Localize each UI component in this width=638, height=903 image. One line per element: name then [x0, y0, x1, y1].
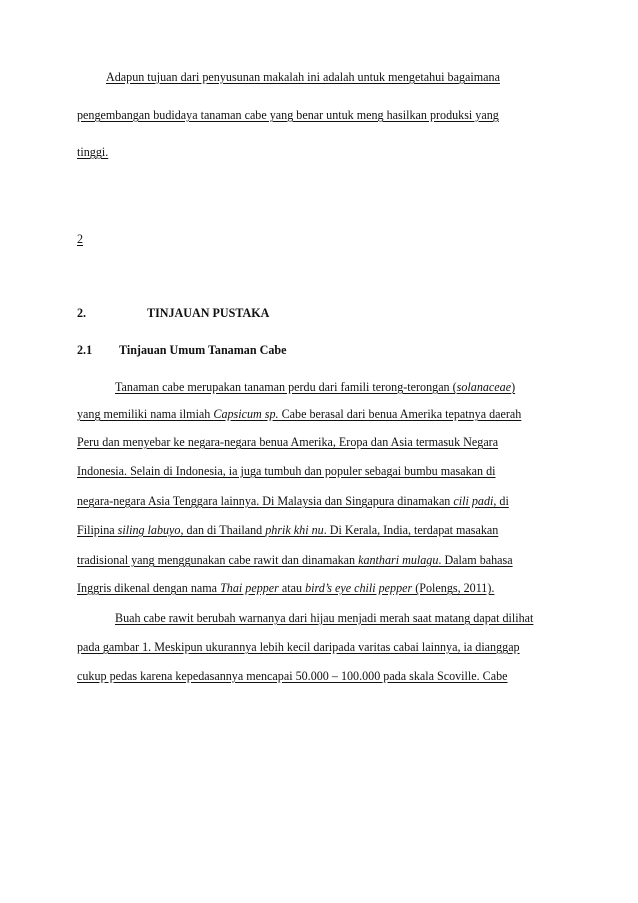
paragraph1-line-6: Filipina siling labuyo, dan di Thailand phrik khi nu. Di Kerala, India, terdapat masakan: [77, 523, 499, 537]
page-number: 2: [77, 232, 84, 246]
section-number: 2.: [77, 306, 87, 320]
paragraph1-line-4: Indonesia. Selain di Indonesia, ia juga tumbuh dan populer sebagai bumbu masakan di: [77, 464, 496, 478]
paragraph1-line-5: negara-negara Asia Tenggara lainnya. Di Malaysia dan Singapura dinamakan cili padi, di: [77, 494, 509, 508]
paragraph2-line-2: pada gambar 1. Meskipun ukurannya lebih kecil daripada varitas cabai lainnya, ia dianggap: [77, 640, 520, 654]
section-heading: [77, 306, 477, 320]
paragraph1-line-1: Tanaman cabe merupakan tanaman perdu dari famili terong-terongan (solanaceae): [115, 380, 516, 394]
intro-line-2: pengembangan budidaya tanaman cabe yang benar untuk meng hasilkan produksi yang: [77, 108, 499, 122]
paragraph1-line-7: tradisional yang menggunakan cabe rawit dan dinamakan kanthari mulagu. Dalam bahasa: [77, 553, 513, 567]
paragraph1-line-3: Peru dan menyebar ke negara-negara benua Amerika, Eropa dan Asia termasuk Negara: [77, 435, 499, 449]
section-title: TINJAUAN PUSTAKA: [147, 306, 270, 320]
intro-line-3: tinggi.: [77, 145, 109, 159]
subsection-title: Tinjauan Umum Tanaman Cabe: [119, 343, 287, 357]
subsection-number: 2.1: [77, 343, 93, 357]
subsection-heading: [77, 343, 477, 357]
paragraph1-line-8: Inggris dikenal dengan nama Thai pepper atau bird’s eye chili pepper (Polengs, 2011).: [77, 581, 495, 595]
paragraph2-line-1: Buah cabe rawit berubah warnanya dari hijau menjadi merah saat matang dapat dilihat: [115, 611, 534, 625]
paragraph1-line-2: yang memiliki nama ilmiah Capsicum sp. Cabe berasal dari benua Amerika tepatnya daerah: [77, 407, 522, 421]
intro-line-1: Adapun tujuan dari penyusunan makalah ini adalah untuk mengetahui bagaimana: [106, 70, 500, 84]
paragraph2-line-3: cukup pedas karena kepedasannya mencapai 50.000 – 100.000 pada skala Scoville. Cabe: [77, 669, 508, 683]
